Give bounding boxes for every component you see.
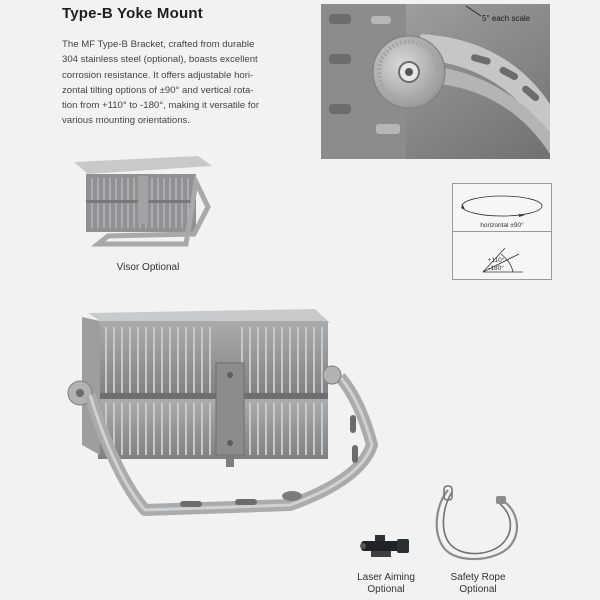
safety-rope-image — [430, 484, 525, 568]
visor-product-image — [68, 152, 218, 250]
description-line: corrosion resistance. It offers adjustable hori- — [62, 69, 254, 81]
laser-aiming-illustration — [355, 527, 415, 567]
laser-caption-line2: Optional — [367, 584, 405, 595]
rope-caption-line1: Safety Rope — [450, 572, 506, 583]
vertical-label-top: +110° — [487, 257, 505, 264]
description-line: tion from +110° to -180°, making it versatile for — [62, 100, 260, 112]
page-title: Type-B Yoke Mount — [62, 5, 203, 22]
safety-rope-caption — [440, 572, 516, 596]
description-line: various mounting orientations. — [62, 115, 190, 127]
scale-label: 5° each scale — [482, 14, 531, 23]
rope-caption-line2: Optional — [459, 584, 497, 595]
description-line: zontal tilting options of ±90° and vertical rota- — [62, 84, 254, 96]
yoke-floodlight-illustration — [60, 305, 410, 540]
main-product-image — [60, 305, 410, 540]
description-line: The MF Type-B Bracket, crafted from durable — [62, 39, 255, 50]
vertical-label-bottom: -180° — [488, 265, 504, 272]
laser-caption — [345, 572, 427, 596]
knob-closeup-illustration — [321, 4, 550, 159]
knob-closeup-photo — [321, 4, 550, 159]
diagram-divider — [453, 231, 551, 232]
laser-caption-line1: Laser Aiming — [357, 572, 415, 583]
rotation-diagram — [452, 183, 552, 280]
horizontal-label: horizontal ±90° — [480, 222, 524, 229]
description-line: 304 stainless steel (optional), boasts excellent — [62, 54, 258, 66]
safety-rope-illustration — [430, 484, 525, 568]
visor-caption: Visor Optional — [116, 262, 180, 273]
description-text — [62, 37, 312, 129]
laser-aiming-image — [355, 527, 415, 567]
visor-light-illustration — [68, 152, 218, 250]
